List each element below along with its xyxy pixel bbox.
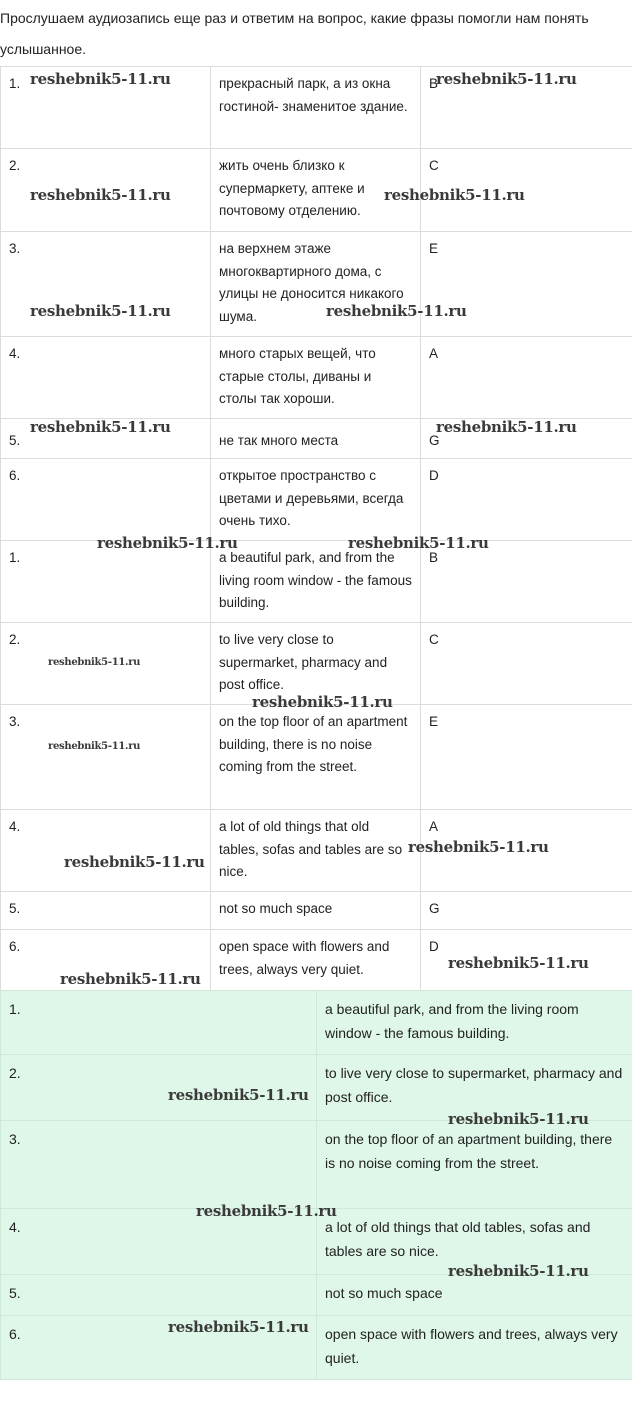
watermark: reshebnik5-11.ru xyxy=(348,534,489,552)
row-letter: B xyxy=(421,67,632,149)
watermark: reshebnik5-11.ru xyxy=(408,838,549,856)
table-row xyxy=(1,149,632,232)
row-phrase: not so much space xyxy=(211,892,421,930)
row-phrase: on the top floor of an apartment building, there is no noise coming from the street. xyxy=(211,705,421,810)
watermark: reshebnik5-11.ru xyxy=(60,970,201,988)
row-phrase: on the top floor of an apartment building, there is no noise coming from the street. xyxy=(317,1121,632,1209)
table-row xyxy=(1,541,632,623)
row-number: 2. xyxy=(1,1055,317,1121)
row-letter: C xyxy=(421,149,632,232)
watermark: reshebnik5-11.ru xyxy=(30,418,171,436)
row-number: 4. xyxy=(1,337,211,419)
row-number: 4. xyxy=(1,810,211,892)
row-letter: E xyxy=(421,705,632,810)
watermark: reshebnik5-11.ru xyxy=(196,1202,337,1220)
row-letter: B xyxy=(421,541,632,623)
row-number: 5. xyxy=(1,419,211,459)
row-phrase: открытое пространство с цветами и деревьями, всегда очень тихо. xyxy=(211,459,421,541)
table-row xyxy=(1,991,632,1055)
row-phrase: open space with flowers and trees, always very quiet. xyxy=(211,930,421,991)
watermark: reshebnik5-11.ru xyxy=(30,302,171,320)
row-number: 6. xyxy=(1,1316,317,1380)
row-number: 6. xyxy=(1,930,211,991)
table-row xyxy=(1,419,632,459)
row-phrase: на верхнем этаже многоквартирного дома, с улицы не доносится никакого шума. xyxy=(211,232,421,337)
watermark: reshebnik5-11.ru xyxy=(448,1262,589,1280)
watermark: reshebnik5-11.ru xyxy=(436,70,577,88)
table-row xyxy=(1,337,632,419)
row-number: 3. xyxy=(1,1121,317,1209)
watermark: reshebnik5-11.ru xyxy=(30,186,171,204)
row-number: 6. xyxy=(1,459,211,541)
watermark: reshebnik5-11.ru xyxy=(252,693,393,711)
watermark: reshebnik5-11.ru xyxy=(168,1318,309,1336)
watermark: reshebnik5-11.ru xyxy=(30,70,171,88)
watermark: reshebnik5-11.ru xyxy=(448,954,589,972)
answers-table-ru xyxy=(0,66,632,541)
watermark: reshebnik5-11.ru xyxy=(384,186,525,204)
table-row xyxy=(1,892,632,930)
watermark: reshebnik5-11.ru xyxy=(64,853,205,871)
row-letter: D xyxy=(421,930,632,991)
table-row xyxy=(1,1316,632,1380)
row-phrase: a beautiful park, and from the living room window - the famous building. xyxy=(317,991,632,1055)
table-row xyxy=(1,1121,632,1209)
row-phrase: a lot of old things that old tables, sofas and tables are so nice. xyxy=(317,1209,632,1275)
table-row xyxy=(1,67,632,149)
watermark: reshebnik5-11.ru xyxy=(168,1086,309,1104)
row-letter: G xyxy=(421,892,632,930)
watermark: reshebnik5-11.ru xyxy=(48,657,141,668)
table-row xyxy=(1,232,632,337)
row-phrase: a beautiful park, and from the living room window - the famous building. xyxy=(211,541,421,623)
answers-table-en xyxy=(0,540,632,991)
table-row xyxy=(1,930,632,991)
row-number: 1. xyxy=(1,991,317,1055)
watermark: reshebnik5-11.ru xyxy=(97,534,238,552)
table-row xyxy=(1,810,632,892)
row-number: 1. xyxy=(1,67,211,149)
table-row xyxy=(1,623,632,705)
row-phrase: не так много места xyxy=(211,419,421,459)
table-row xyxy=(1,459,632,541)
table-row xyxy=(1,1055,632,1121)
row-number: 5. xyxy=(1,1275,317,1316)
row-number: 3. xyxy=(1,705,211,810)
answers-table-highlighted xyxy=(0,990,632,1380)
row-phrase: жить очень близко к супермаркету, аптеке и почтовому отделению. xyxy=(211,149,421,232)
watermark: reshebnik5-11.ru xyxy=(326,302,467,320)
row-phrase: to live very close to supermarket, pharmacy and post office. xyxy=(317,1055,632,1121)
row-phrase: a lot of old things that old tables, sofas and tables are so nice. xyxy=(211,810,421,892)
row-letter: C xyxy=(421,623,632,705)
row-letter: A xyxy=(421,810,632,892)
row-phrase: прекрасный парк, а из окна гостиной- знаменитое здание. xyxy=(211,67,421,149)
row-letter: D xyxy=(421,459,632,541)
row-phrase: open space with flowers and trees, always very quiet. xyxy=(317,1316,632,1380)
table-row xyxy=(1,1275,632,1316)
row-number: 1. xyxy=(1,541,211,623)
row-number: 5. xyxy=(1,892,211,930)
row-number: 4. xyxy=(1,1209,317,1275)
row-phrase: to live very close to supermarket, pharmacy and post office. xyxy=(211,623,421,705)
table-row xyxy=(1,705,632,810)
row-phrase: много старых вещей, что старые столы, диваны и столы так хороши. xyxy=(211,337,421,419)
row-number: 2. xyxy=(1,149,211,232)
row-letter: A xyxy=(421,337,632,419)
row-number: 2. xyxy=(1,623,211,705)
row-letter: G xyxy=(421,419,632,459)
watermark: reshebnik5-11.ru xyxy=(448,1110,589,1128)
row-phrase: not so much space xyxy=(317,1275,632,1316)
watermark: reshebnik5-11.ru xyxy=(436,418,577,436)
table-row xyxy=(1,1209,632,1275)
intro-text: Прослушаем аудиозапись еще раз и ответим на вопрос, какие фразы помогли нам понять услышанное. xyxy=(0,10,589,57)
watermark: reshebnik5-11.ru xyxy=(48,741,141,752)
row-number: 3. xyxy=(1,232,211,337)
row-letter: E xyxy=(421,232,632,337)
